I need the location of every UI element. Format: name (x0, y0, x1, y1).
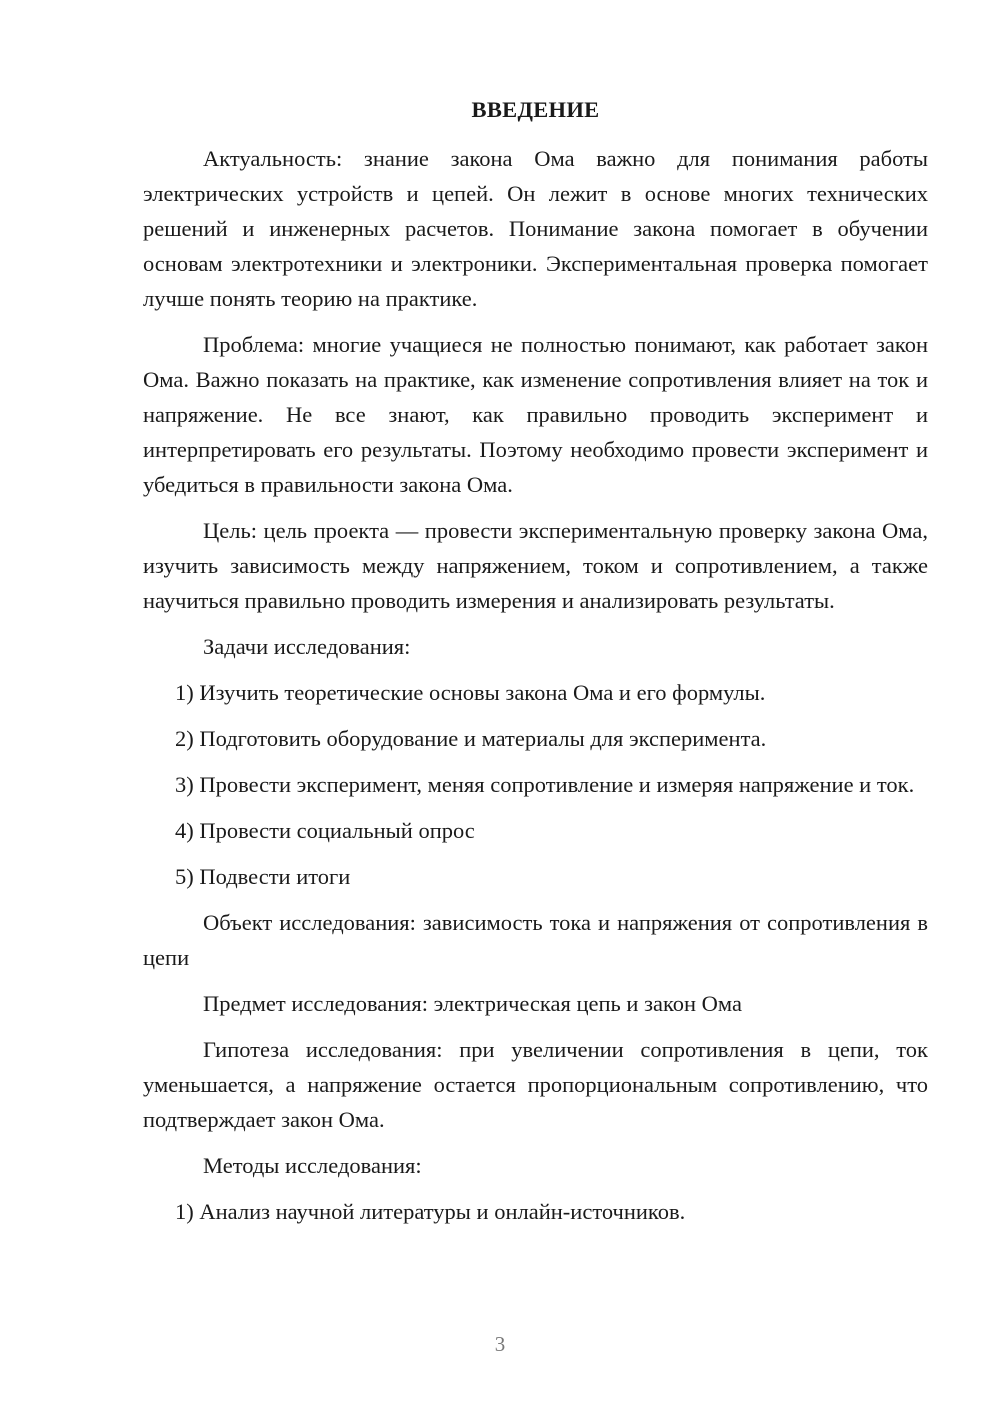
page-number: 3 (494, 1332, 506, 1356)
object-paragraph: Объект исследования: зависимость тока и напряжения от сопротивления в цепи (143, 910, 928, 970)
methods-title: Методы исследования: (203, 1153, 422, 1178)
task-item: 2) Подготовить оборудование и материалы для эксперимента. (175, 726, 767, 751)
document-page (143, 92, 928, 1240)
subject-paragraph: Предмет исследования: электрическая цепь и закон Ома (203, 991, 742, 1016)
task-item: 5) Подвести итоги (175, 864, 351, 889)
goal-paragraph: Цель: цель проекта — провести экспериментальную проверку закона Ома, изучить зависимость между напряжением, током и сопротивлением, а также научиться правильно проводить измерения и анализировать результаты. (143, 518, 928, 613)
section-heading: ВВЕДЕНИЕ (471, 97, 600, 122)
method-item: 1) Анализ научной литературы и онлайн-источников. (175, 1199, 686, 1224)
tasks-title: Задачи исследования: (203, 634, 411, 659)
problem-paragraph: Проблема: многие учащиеся не полностью понимают, как работает закон Ома. Важно показать на практике, как изменение сопротивления влияет на ток и напряжение. Не все знают, как правильно проводить эксперимент и интерпретировать его результаты. Поэтому необходимо провести эксперимент и убедиться в правильности закона Ома. (143, 332, 928, 497)
hypothesis-paragraph: Гипотеза исследования: при увеличении сопротивления в цепи, ток уменьшается, а напряжение остается пропорциональным сопротивлению, что подтверждает закон Ома. (143, 1037, 928, 1132)
task-item: 4) Провести социальный опрос (175, 818, 475, 843)
task-item: 3) Провести эксперимент, меняя сопротивление и измеряя напряжение и ток. (175, 772, 915, 797)
task-item: 1) Изучить теоретические основы закона Ома и его формулы. (175, 680, 766, 705)
relevance-paragraph: Актуальность: знание закона Ома важно для понимания работы электрических устройств и цепей. Он лежит в основе многих технических решений и инженерных расчетов. Понимание закона помогает в обучении основам электротехники и электроники. Экспериментальная проверка помогает лучше понять теорию на практике. (143, 146, 928, 311)
